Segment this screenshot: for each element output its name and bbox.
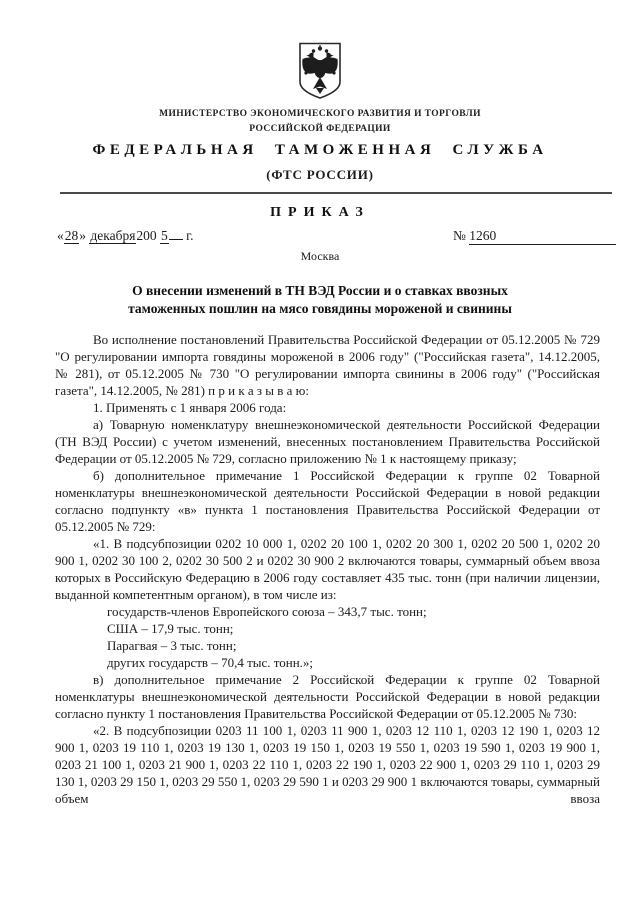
order-body — [55, 331, 600, 807]
date-year-blank — [169, 239, 183, 240]
date-open-quote: « — [57, 228, 64, 243]
header-divider — [60, 192, 612, 194]
date-year-printed: 200 — [136, 228, 157, 243]
paragraph-note-2: «2. В подсубпозиции 0203 11 100 1, 0203 11 900 1, 0203 12 110 1, 0203 12 190 1, 0203 12 900 1, 0203 19 110 1, 0203 19 130 1, 0203 19 150 1, 0203 19 550 1, 0203 19 590 1, 0203 19 900 1, 0203 21 100 1, 0203 21 900 1, 0203 22 110 1, 0203 22 190 1, 0203 22 900 1, 0203 29 110 1, 0203 29 130 1, 0203 29 150 1, 0203 29 550 1, 0203 29 590 1 и 0203 29 900 1 включаются товары, суммарный объем ввоза — [55, 723, 600, 806]
document-header — [0, 0, 640, 183]
paragraph-item-1v: в) дополнительное примечание 2 Российской Федерации к группе 02 Товарной номенклатуры внешнеэкономической деятельности Российской Федерации в новой редакции согласно пункту 1 постановления Правительства Российской Федерации от 05.12.2005 № 730: — [55, 672, 600, 721]
ministry-name-line1: МИНИСТЕРСТВО ЭКОНОМИЧЕСКОГО РАЗВИТИЯ И ТОРГОВЛИ — [159, 109, 481, 119]
quota-item-usa: США – 17,9 тыс. тонн; — [107, 621, 234, 636]
coat-of-arms-icon — [296, 42, 344, 100]
agency-name: ФЕДЕРАЛЬНАЯ ТАМОЖЕННАЯ СЛУЖБА — [92, 142, 548, 158]
quota-item-paraguay: Парагвая – 3 тыс. тонн; — [107, 638, 237, 653]
date-number-row — [55, 228, 600, 248]
date-close-quote: » — [79, 228, 86, 243]
agency-abbreviation: (ФТС РОССИИ) — [266, 167, 374, 182]
date-month: декабря — [90, 228, 136, 243]
paragraph-item-1: 1. Применять с 1 января 2006 года: — [93, 400, 287, 415]
paragraph-preamble: Во исполнение постановлений Правительства Российской Федерации от 05.12.2005 № 729 "О регулировании импорта говядины мороженой в 2006 году" ("Российская газета", 14.12.2005, № 281), от 05.12.2005 № 730 "О регулировании импорта свинины в 2006 году" ("Российская газета", 14.12.2005, № 281) п р и к а з ы в а ю: — [55, 332, 600, 398]
quota-item-eu: государств-членов Европейского союза – 343,7 тыс. тонн; — [107, 604, 427, 619]
ministry-name-line2: РОССИЙСКОЙ ФЕДЕРАЦИИ — [249, 124, 391, 134]
quota-item-other: других государств – 70,4 тыс. тонн.»; — [107, 655, 314, 670]
date-era: г. — [186, 228, 194, 243]
order-date — [57, 228, 194, 244]
date-day: 28 — [64, 228, 79, 243]
paragraph-item-1a: а) Товарную номенклатуру внешнеэкономической деятельности Российской Федерации (ТН ВЭД России) с учетом изменений, внесенных постановлением Правительства Российской Федерации от 05.12.2005 № 729, согласно приложению № 1 к настоящему приказу; — [55, 417, 600, 466]
date-year-written: 5 — [161, 228, 168, 243]
number-label: № — [453, 228, 466, 243]
order-title — [0, 282, 640, 318]
order-title-line1: О внесении изменений в ТН ВЭД России и о ставках ввозных — [132, 283, 508, 298]
paragraph-note-1: «1. В подсубпозиции 0202 10 000 1, 0202 20 100 1, 0202 20 300 1, 0202 20 500 1, 0202 20 900 1, 0202 30 100 2, 0202 30 500 2 и 0202 30 900 2 включаются товары, суммарный объем ввоза которых в Российскую Федерацию в 2006 году составляет 435 тыс. тонн (при наличии лицензии, выданной компетентным органом), в том числе из: — [55, 536, 600, 602]
issuing-city: Москва — [300, 249, 340, 263]
order-number — [453, 228, 616, 245]
paragraph-item-1b: б) дополнительное примечание 1 Российской Федерации к группе 02 Товарной номенклатуры внешнеэкономической деятельности Российской Федерации в новой редакции согласно подпункту «в» пункта 1 постановления Правительства Российской Федерации от 05.12.2005 № 729: — [55, 468, 600, 534]
document-type-heading: ПРИКАЗ — [270, 205, 370, 220]
order-title-line2: таможенных пошлин на мясо говядины мороженой и свинины — [128, 301, 512, 316]
number-value: 1260 — [469, 228, 616, 245]
